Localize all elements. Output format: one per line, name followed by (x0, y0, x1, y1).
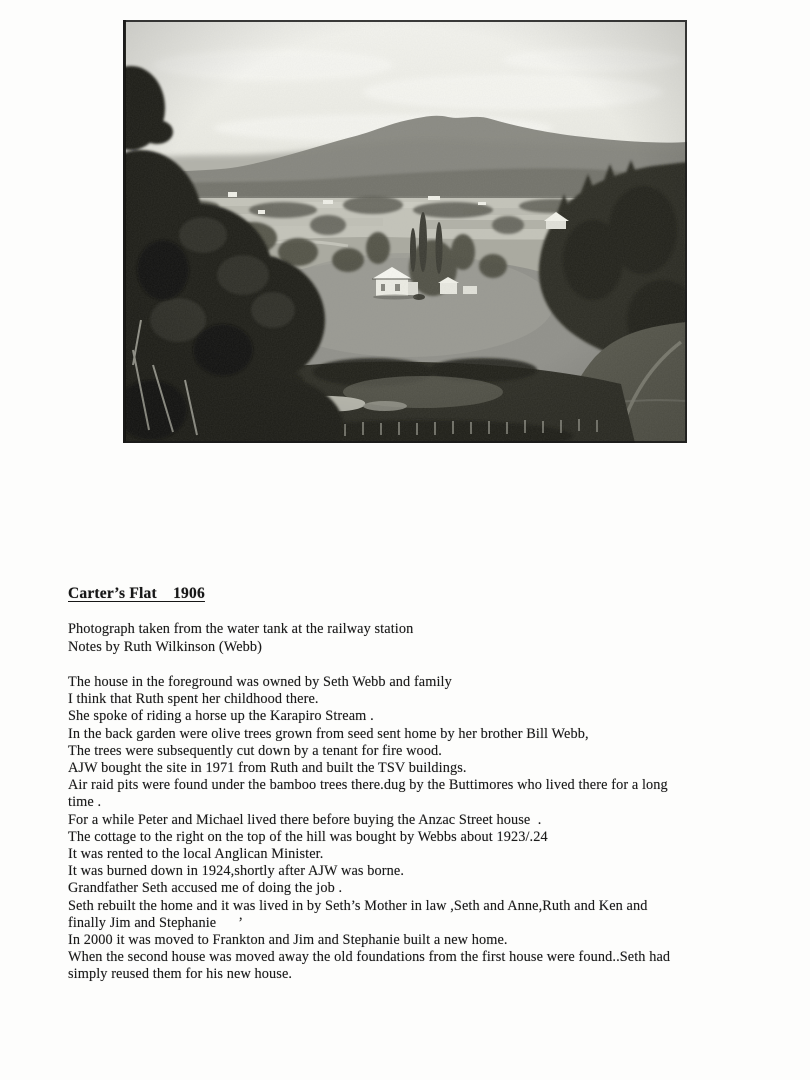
body-line: The trees were subsequently cut down by a tenant for fire wood. (68, 742, 442, 759)
notes-text-block (68, 674, 670, 984)
intro-line: Notes by Ruth Wilkinson (Webb) (68, 639, 263, 655)
body-line: time . (68, 794, 102, 811)
body-line: The house in the foreground was owned by Seth Webb and family (68, 674, 452, 690)
body-line: Seth rebuilt the home and it was lived in by Seth’s Mother in law ,Seth and Anne,Ruth and Ken and (68, 897, 648, 914)
body-line: Air raid pits were found under the bamboo trees there.dug by the Buttimores who lived there for a long (68, 777, 668, 794)
body-line: It was rented to the local Anglican Minister. (68, 846, 324, 863)
body-line: When the second house was moved away the old foundations from the first house were found..Seth had (68, 949, 671, 966)
body-line: In 2000 it was moved to Frankton and Jim and Stephanie built a new home. (68, 932, 508, 949)
body-line: The cottage to the right on the top of the hill was bought by Webbs about 1923/.24 (68, 828, 548, 845)
landscape-photograph (123, 20, 687, 443)
body-line: In the back garden were olive trees grown from seed sent home by her brother Bill Webb, (68, 725, 589, 742)
intro-line: Photograph taken from the water tank at the railway station (68, 621, 414, 637)
body-line: She spoke of riding a horse up the Karapiro Stream . (68, 708, 374, 725)
body-line: It was burned down in 1924,shortly after AJW was borne. (68, 863, 404, 880)
body-line: simply reused them for his new house. (68, 966, 293, 983)
intro-text-block (68, 620, 413, 656)
landscape-photo-art (123, 20, 687, 443)
body-line: Grandfather Seth accused me of doing the job . (68, 880, 343, 897)
body-line: For a while Peter and Michael lived there before buying the Anzac Street house . (68, 811, 542, 828)
body-line: AJW bought the site in 1971 from Ruth and built the TSV buildings. (68, 760, 467, 777)
page-title: Carter’s Flat 1906 (68, 585, 205, 602)
body-line: I think that Ruth spent her childhood there. (68, 691, 319, 708)
body-line: finally Jim and Stephanie ’ (68, 914, 244, 931)
